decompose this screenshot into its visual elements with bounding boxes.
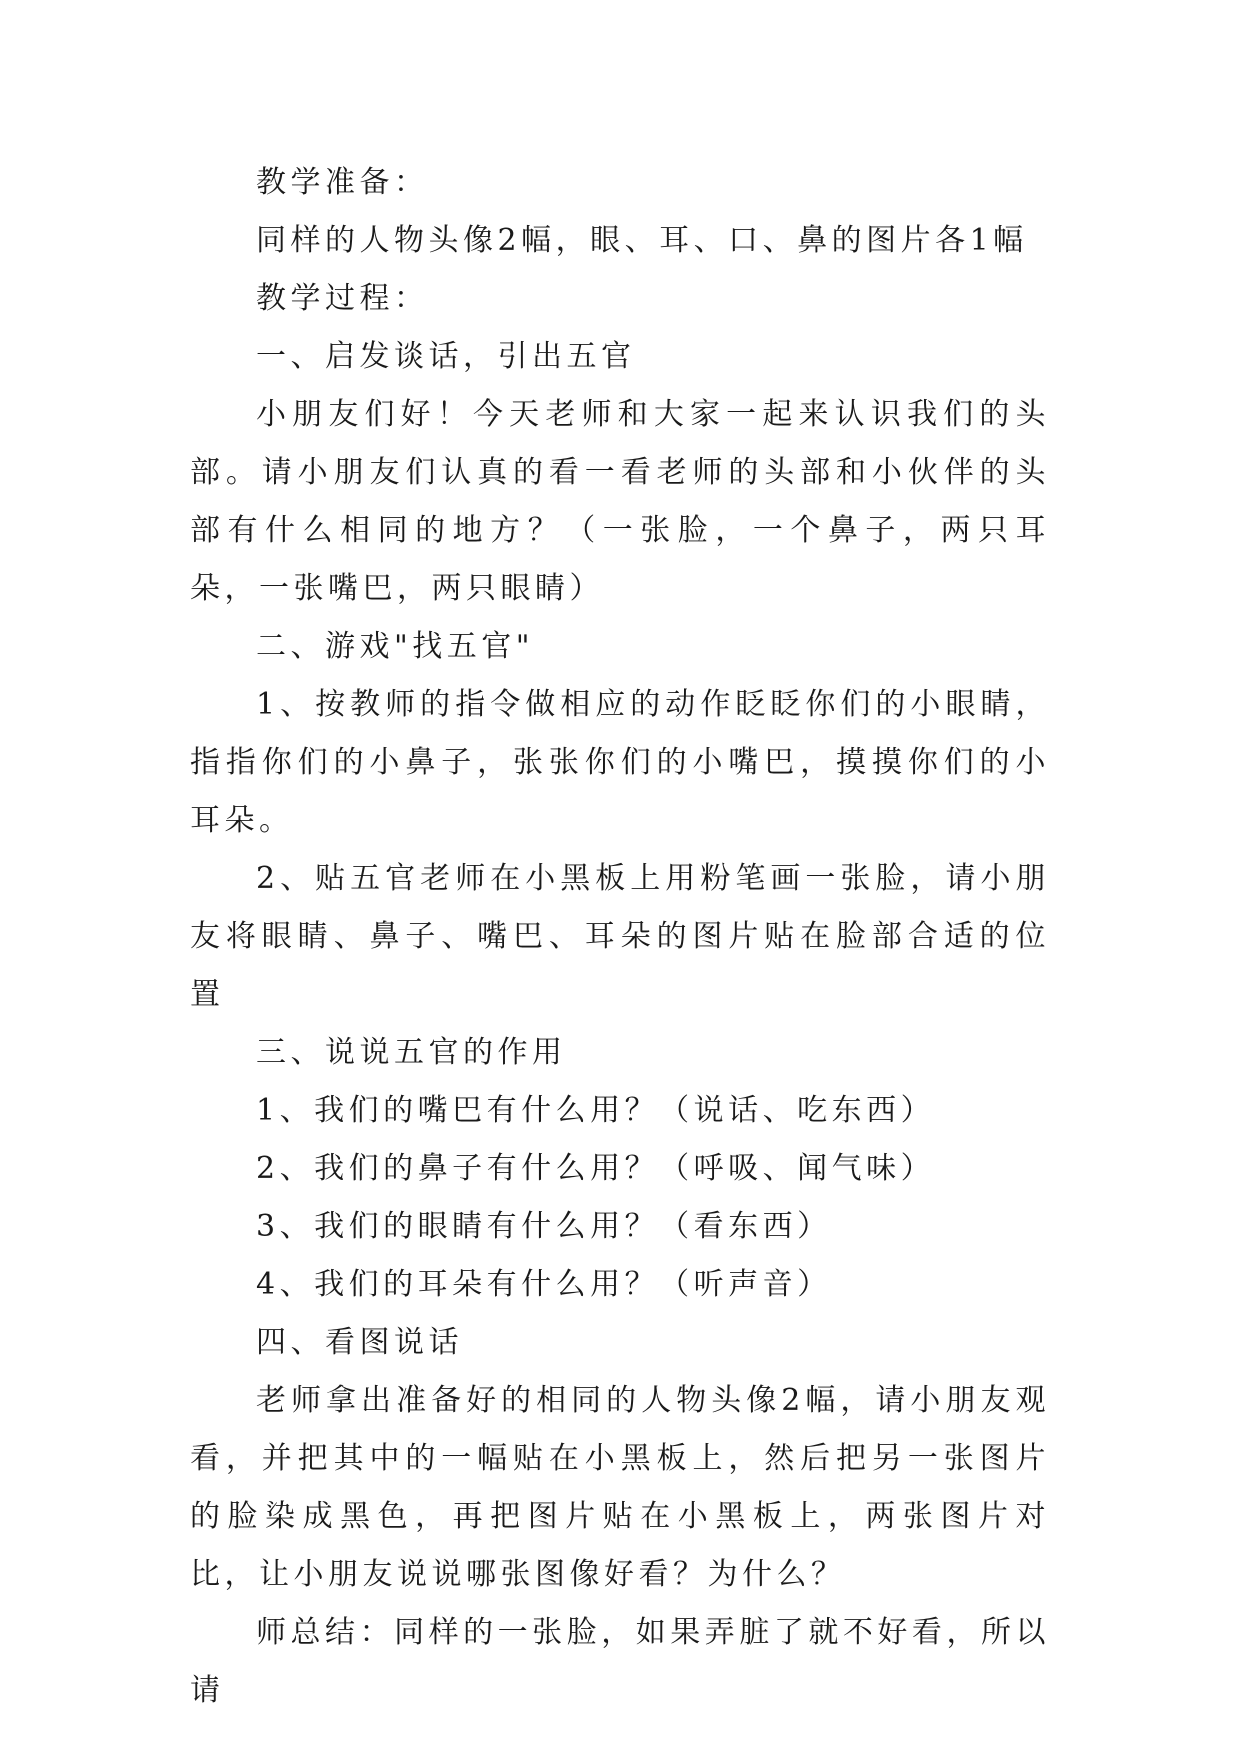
list-item-ears: 4、我们的耳朵有什么用？（听声音） xyxy=(256,1267,832,1302)
list-item-game-1: 1、按教师的指令做相应的动作眨眨你们的小眼睛，指指你们的小鼻子，张张你们的小嘴巴，摸摸你们的小耳朵。 xyxy=(190,687,1050,838)
list-item-game-2: 2、贴五官老师在小黑板上用粉笔画一张脸，请小朋友将眼睛、鼻子、嘴巴、耳朵的图片贴在脸部合适的位置 xyxy=(190,861,1050,1012)
list-item-eyes: 3、我们的眼睛有什么用？（看东西） xyxy=(256,1209,832,1244)
paragraph-picture-talk: 老师拿出准备好的相同的人物头像2幅，请小朋友观看，并把其中的一幅贴在小黑板上，然后把另一张图片的脸染成黑色，再把图片贴在小黑板上，两张图片对比，让小朋友说说哪张图像好看？为什么？ xyxy=(190,1383,1050,1592)
document-body xyxy=(190,154,1050,1720)
paragraph-teaching-materials: 同样的人物头像2幅，眼、耳、口、鼻的图片各1幅 xyxy=(256,223,1028,258)
paragraph-teaching-prep-heading: 教学准备： xyxy=(256,165,429,200)
section-heading-4: 四、看图说话 xyxy=(256,1325,463,1360)
list-item-nose: 2、我们的鼻子有什么用？（呼吸、闻气味） xyxy=(256,1151,936,1186)
paragraph-teaching-process-heading: 教学过程： xyxy=(256,281,429,316)
section-heading-3: 三、说说五官的作用 xyxy=(256,1035,567,1070)
paragraph-teacher-summary: 师总结：同样的一张脸，如果弄脏了就不好看，所以请 xyxy=(190,1615,1050,1708)
section-heading-1: 一、启发谈话，引出五官 xyxy=(256,339,636,374)
paragraph-intro-talk: 小朋友们好！今天老师和大家一起来认识我们的头部。请小朋友们认真的看一看老师的头部和小伙伴的头部有什么相同的地方？（一张脸，一个鼻子，两只耳朵，一张嘴巴，两只眼睛） xyxy=(190,397,1050,606)
section-heading-2: 二、游戏"找五官" xyxy=(256,629,535,664)
list-item-mouth: 1、我们的嘴巴有什么用？（说话、吃东西） xyxy=(256,1093,936,1128)
